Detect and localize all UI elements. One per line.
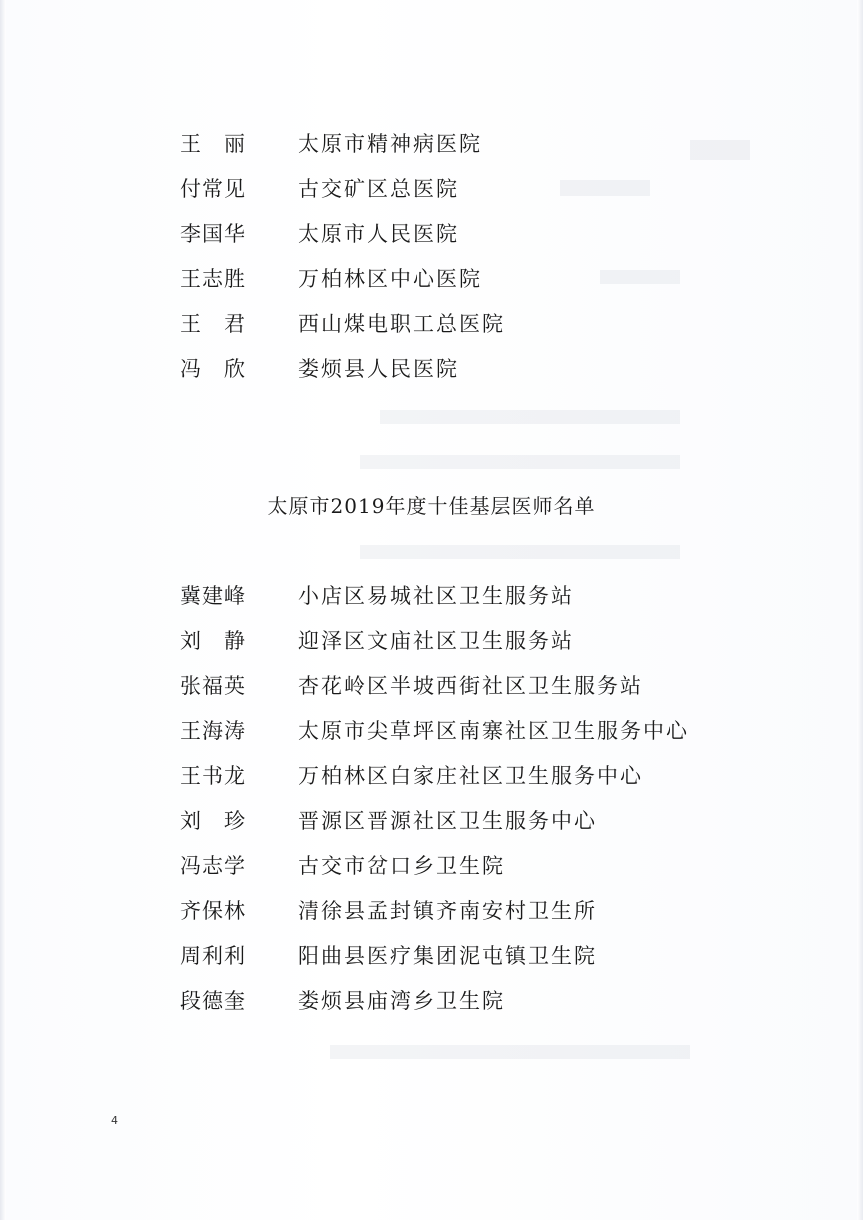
- page-edge-left: [0, 0, 6, 1220]
- workplace: 阳曲县医疗集团泥屯镇卫生院: [298, 944, 597, 968]
- workplace: 杏花岭区半坡西街社区卫生服务站: [298, 674, 643, 698]
- list-item: [180, 664, 740, 709]
- doctor-name: 冀建峰: [180, 584, 246, 608]
- doctor-name: 王志胜: [180, 267, 246, 291]
- list-item: [180, 844, 740, 889]
- list-item: [180, 799, 740, 844]
- grassroots-doctor-list: [180, 574, 740, 1024]
- list-item: [180, 167, 740, 212]
- doctor-name: 王书龙: [180, 764, 246, 788]
- doctor-name: 周利利: [180, 944, 246, 968]
- doctor-name: 齐保林: [180, 899, 246, 923]
- workplace: 娄烦县庙湾乡卫生院: [298, 989, 505, 1013]
- workplace: 小店区易城社区卫生服务站: [298, 584, 574, 608]
- workplace: 清徐县孟封镇齐南安村卫生所: [298, 899, 597, 923]
- workplace: 太原市尖草坪区南寨社区卫生服务中心: [298, 719, 689, 743]
- doctor-name: 段德奎: [180, 989, 246, 1013]
- doctor-name: 王 丽: [180, 132, 246, 156]
- list-item: [180, 257, 740, 302]
- page-number: 4: [111, 1114, 118, 1127]
- workplace: 古交矿区总医院: [298, 177, 459, 201]
- list-item: [180, 619, 740, 664]
- list-item: [180, 709, 740, 754]
- workplace: 古交市岔口乡卫生院: [298, 854, 505, 878]
- workplace: 太原市人民医院: [298, 222, 459, 246]
- workplace: 太原市精神病医院: [298, 132, 482, 156]
- doctor-name: 王 君: [180, 312, 246, 336]
- list-item: [180, 754, 740, 799]
- workplace: 万柏林区白家庄社区卫生服务中心: [298, 764, 643, 788]
- bleed-through-mark: [360, 455, 680, 469]
- doctor-name: 付常见: [180, 177, 246, 201]
- section-heading: 太原市2019年度十佳基层医师名单: [267, 494, 596, 518]
- doctor-name: 刘 珍: [180, 809, 246, 833]
- doctor-name: 王海涛: [180, 719, 246, 743]
- doctor-name: 冯 欣: [180, 357, 246, 381]
- workplace: 晋源区晋源社区卫生服务中心: [298, 809, 597, 833]
- doctor-name: 刘 静: [180, 629, 246, 653]
- bleed-through-mark: [360, 545, 680, 559]
- bleed-through-mark: [380, 410, 680, 424]
- workplace: 迎泽区文庙社区卫生服务站: [298, 629, 574, 653]
- list-item: [180, 979, 740, 1024]
- workplace: 万柏林区中心医院: [298, 267, 482, 291]
- list-item: [180, 302, 740, 347]
- list-item: [180, 934, 740, 979]
- workplace: 西山煤电职工总医院: [298, 312, 505, 336]
- page-edge-right: [857, 0, 863, 1220]
- doctor-name: 冯志学: [180, 854, 246, 878]
- workplace: 娄烦县人民医院: [298, 357, 459, 381]
- list-item: [180, 212, 740, 257]
- bleed-through-mark: [330, 1045, 690, 1059]
- doctor-name: 李国华: [180, 222, 246, 246]
- list-item: [180, 122, 740, 167]
- list-item: [180, 574, 740, 619]
- hospital-doctor-list: [180, 122, 740, 392]
- list-item: [180, 347, 740, 392]
- doctor-name: 张福英: [180, 674, 246, 698]
- list-item: [180, 889, 740, 934]
